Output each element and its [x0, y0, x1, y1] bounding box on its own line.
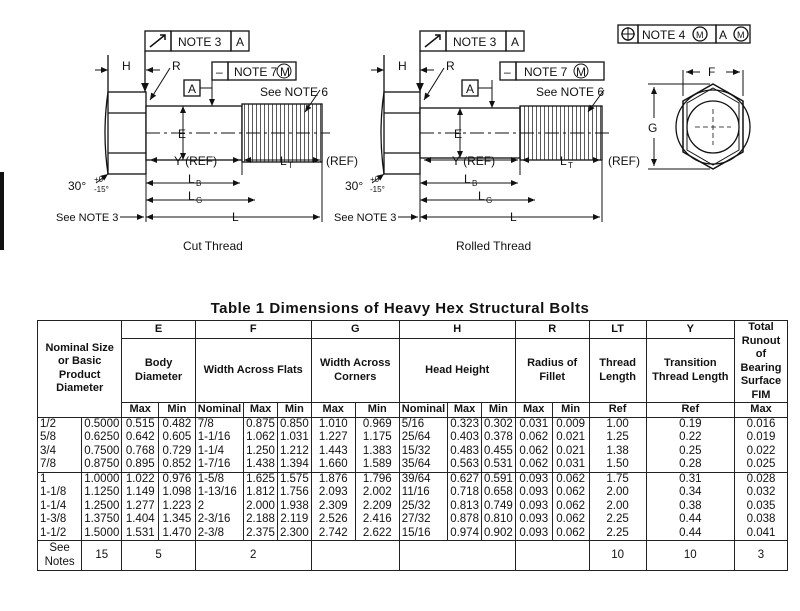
- datum-a: A: [466, 82, 475, 96]
- table-cell: 0.878: [448, 513, 482, 527]
- table-cell: 1.470: [159, 527, 196, 541]
- dim-r: R: [446, 59, 455, 73]
- table-cell: 11/16: [399, 486, 447, 500]
- table-cell: 1.5000: [82, 527, 122, 541]
- note4-mod: M: [696, 30, 704, 40]
- table-cell: 1-13/16: [195, 486, 243, 500]
- table-cell: 0.403: [448, 431, 482, 445]
- table-cell: 1.0000: [82, 472, 122, 486]
- table-cell: 0.062: [515, 431, 552, 445]
- table-cell: 5/16: [399, 417, 447, 431]
- see-note3: See NOTE 3: [334, 212, 397, 224]
- notes-g: [311, 541, 399, 571]
- note4-mod2: M: [737, 30, 745, 40]
- table-cell: 1-1/8: [38, 486, 82, 500]
- transition-length-header: Transition Thread Length: [646, 339, 734, 403]
- table-cell: 2.188: [244, 513, 278, 527]
- table-cell: 0.019: [735, 431, 788, 445]
- table-cell: 1.660: [311, 458, 355, 472]
- see-note3: See NOTE 3: [56, 212, 119, 224]
- table-cell: 0.031: [515, 417, 552, 431]
- table-cell: 0.093: [515, 527, 552, 541]
- notes-r: [515, 541, 589, 571]
- table-cell: 1.531: [122, 527, 159, 541]
- thread-length-header: Thread Length: [589, 339, 646, 403]
- table-cell: 2.25: [589, 527, 646, 541]
- table-cell: 39/64: [399, 472, 447, 486]
- table-cell: 2.375: [244, 527, 278, 541]
- note7-dash: –: [216, 65, 223, 79]
- dimensions-table: [37, 320, 788, 571]
- table-cell: 0.455: [481, 445, 515, 459]
- table-title: Table 1 Dimensions of Heavy Hex Structural Bolts: [210, 300, 590, 317]
- table-cell: 3/4: [38, 445, 82, 459]
- table-cell: 7/8: [195, 417, 243, 431]
- table-cell: 0.28: [646, 458, 734, 472]
- notes-e: 5: [122, 541, 195, 571]
- sub-header: Max: [311, 403, 355, 418]
- tol-plus: +0°: [94, 175, 107, 184]
- table-cell: 25/32: [399, 500, 447, 514]
- table-cell: 2-3/16: [195, 513, 243, 527]
- tol-minus: -15°: [370, 185, 385, 194]
- group-symbol-y: Y: [646, 321, 734, 339]
- table-cell: 0.974: [448, 527, 482, 541]
- sub-header: Nominal: [195, 403, 243, 418]
- nominal-size-header: Nominal Size or Basic Product Diameter: [38, 321, 122, 418]
- head-height-header: Head Height: [399, 339, 515, 403]
- table-cell: 1.25: [589, 431, 646, 445]
- sub-header: Min: [552, 403, 589, 418]
- table-cell: 2.300: [277, 527, 311, 541]
- table-cell: 0.378: [481, 431, 515, 445]
- table-cell: 15/16: [399, 527, 447, 541]
- table-cell: 0.902: [481, 527, 515, 541]
- dim-g: G: [648, 121, 658, 135]
- note3-label: NOTE 3: [178, 35, 222, 49]
- table-cell: 5/8: [38, 431, 82, 445]
- table-cell: 2.00: [589, 486, 646, 500]
- bolt-rolled-thread: [371, 31, 610, 222]
- table-cell: 1.00: [589, 417, 646, 431]
- table-cell: 7/8: [38, 458, 82, 472]
- table-cell: 0.969: [355, 417, 399, 431]
- table-cell: 0.591: [481, 472, 515, 486]
- table-cell: 0.483: [448, 445, 482, 459]
- table-cell: 0.718: [448, 486, 482, 500]
- table-cell: 0.062: [552, 513, 589, 527]
- see-note6: See NOTE 6: [536, 85, 605, 99]
- table-cell: 0.658: [481, 486, 515, 500]
- table-cell: 1.3750: [82, 513, 122, 527]
- table-cell: 0.022: [735, 445, 788, 459]
- notes-nominal: 15: [82, 541, 122, 571]
- table-cell: 0.852: [159, 458, 196, 472]
- table-cell: 0.062: [552, 527, 589, 541]
- table-cell: 0.642: [122, 431, 159, 445]
- table-cell: 0.976: [159, 472, 196, 486]
- table-cell: 1.031: [277, 431, 311, 445]
- table-cell: 0.021: [552, 431, 589, 445]
- sub-header: Ref: [646, 403, 734, 418]
- dim-lg: L: [478, 189, 485, 203]
- table-cell: 1.443: [311, 445, 355, 459]
- dim-f: F: [708, 65, 716, 79]
- dim-lt-sub: T: [568, 161, 573, 170]
- table-cell: 1.223: [159, 500, 196, 514]
- table-cell: 1.394: [277, 458, 311, 472]
- table-cell: 1.404: [122, 513, 159, 527]
- table-cell: 0.041: [735, 527, 788, 541]
- notes-label: See Notes: [38, 541, 82, 571]
- table-cell: 2.000: [244, 500, 278, 514]
- table-cell: 0.021: [552, 445, 589, 459]
- table-cell: 1.098: [159, 486, 196, 500]
- table-cell: 0.38: [646, 500, 734, 514]
- table-cell: 0.25: [646, 445, 734, 459]
- radius-fillet-header: Radius of Fillet: [515, 339, 589, 403]
- table-cell: 1-1/4: [195, 445, 243, 459]
- table-cell: 0.093: [515, 472, 552, 486]
- table-row: [38, 431, 788, 445]
- sub-header: Min: [277, 403, 311, 418]
- group-symbol-f: F: [195, 321, 311, 339]
- table-cell: 1.575: [277, 472, 311, 486]
- table-cell: 1.149: [122, 486, 159, 500]
- table-cell: 1.876: [311, 472, 355, 486]
- table-cell: 0.032: [735, 486, 788, 500]
- table-cell: 0.031: [552, 458, 589, 472]
- datum-a: A: [188, 82, 197, 96]
- table-cell: 0.813: [448, 500, 482, 514]
- note7-label: NOTE 7: [234, 65, 278, 79]
- table-cell: 0.44: [646, 513, 734, 527]
- sub-header: Min: [481, 403, 515, 418]
- dim-lb: L: [188, 172, 195, 186]
- group-symbol-e: E: [122, 321, 195, 339]
- table-cell: 0.062: [515, 458, 552, 472]
- table-cell: 35/64: [399, 458, 447, 472]
- table-cell: 1.1250: [82, 486, 122, 500]
- table-cell: 1.250: [244, 445, 278, 459]
- runout-header: Total Runout of Bearing Surface FIM: [735, 321, 788, 403]
- table-cell: 1-1/16: [195, 431, 243, 445]
- table-cell: 27/32: [399, 513, 447, 527]
- dim-r: R: [172, 59, 181, 73]
- table-cell: 0.7500: [82, 445, 122, 459]
- table-cell: 2.742: [311, 527, 355, 541]
- table-cell: 0.875: [244, 417, 278, 431]
- sub-header: Max: [244, 403, 278, 418]
- table-cell: 1.010: [311, 417, 355, 431]
- table-cell: 25/64: [399, 431, 447, 445]
- table-cell: 2.002: [355, 486, 399, 500]
- dim-ref: (REF): [608, 154, 640, 168]
- table-cell: 0.44: [646, 527, 734, 541]
- table-cell: 1.022: [122, 472, 159, 486]
- note7-mod: M: [280, 65, 290, 79]
- table-cell: 0.025: [735, 458, 788, 472]
- table-cell: 1.796: [355, 472, 399, 486]
- note4-datum: A: [719, 28, 728, 42]
- table-cell: 1/2: [38, 417, 82, 431]
- table-cell: 0.22: [646, 431, 734, 445]
- table-cell: 2.526: [311, 513, 355, 527]
- table-row: [38, 445, 788, 459]
- table-cell: 1-3/8: [38, 513, 82, 527]
- table-cell: 1.812: [244, 486, 278, 500]
- dim-lt: L: [280, 154, 287, 168]
- sub-header: Max: [515, 403, 552, 418]
- notes-y: 10: [646, 541, 734, 571]
- hex-end-view: [618, 25, 750, 169]
- table-row: [38, 513, 788, 527]
- table-row: [38, 527, 788, 541]
- notes-runout: 3: [735, 541, 788, 571]
- table-cell: 1.938: [277, 500, 311, 514]
- table-cell: 0.895: [122, 458, 159, 472]
- caption-rolled-thread: Rolled Thread: [456, 239, 532, 253]
- table-cell: 0.563: [448, 458, 482, 472]
- table-cell: 0.028: [735, 472, 788, 486]
- table-row: [38, 500, 788, 514]
- dim-lb: L: [464, 172, 471, 186]
- width-corners-header: Width Across Corners: [311, 339, 399, 403]
- sub-header: Min: [355, 403, 399, 418]
- table-cell: 1.277: [122, 500, 159, 514]
- table-cell: 0.302: [481, 417, 515, 431]
- table-cell: 2.119: [277, 513, 311, 527]
- dim-lb-sub: B: [196, 179, 202, 188]
- table-row: [38, 486, 788, 500]
- table-cell: 2.309: [311, 500, 355, 514]
- table-cell: 0.729: [159, 445, 196, 459]
- note7-mod: M: [576, 65, 586, 79]
- table-cell: 0.850: [277, 417, 311, 431]
- width-flats-header: Width Across Flats: [195, 339, 311, 403]
- dim-y: Y (REF): [174, 154, 218, 168]
- dim-h: H: [122, 59, 131, 73]
- table-cell: 0.6250: [82, 431, 122, 445]
- dim-ref: (REF): [326, 154, 358, 168]
- sub-header: Ref: [589, 403, 646, 418]
- dim-e: E: [454, 127, 463, 141]
- svg-text:–: –: [504, 65, 511, 79]
- table-cell: 0.768: [122, 445, 159, 459]
- table-cell: 0.062: [515, 445, 552, 459]
- table-cell: 0.8750: [82, 458, 122, 472]
- table-cell: 1.062: [244, 431, 278, 445]
- table-cell: 0.5000: [82, 417, 122, 431]
- sub-header: Nominal: [399, 403, 447, 418]
- sub-header: Min: [159, 403, 196, 418]
- table-cell: 1.50: [589, 458, 646, 472]
- table-cell: 2: [195, 500, 243, 514]
- note7-label: NOTE 7: [524, 65, 568, 79]
- dim-lg-sub: G: [486, 196, 493, 205]
- sub-header: Max: [735, 403, 788, 418]
- table-cell: 0.062: [552, 472, 589, 486]
- tol-plus: +0°: [370, 175, 383, 184]
- table-cell: 1-1/2: [38, 527, 82, 541]
- table-cell: 1.227: [311, 431, 355, 445]
- table-cell: 2.25: [589, 513, 646, 527]
- table-cell: 1.175: [355, 431, 399, 445]
- table-cell: 0.323: [448, 417, 482, 431]
- body-diameter-header: Body Diameter: [122, 339, 195, 403]
- dim-lt-sub: T: [288, 161, 293, 170]
- table-cell: 2.209: [355, 500, 399, 514]
- group-symbol-lt: LT: [589, 321, 646, 339]
- table-cell: 1.38: [589, 445, 646, 459]
- dim-y: Y (REF): [452, 154, 496, 168]
- table-cell: 15/32: [399, 445, 447, 459]
- table-cell: 2-3/8: [195, 527, 243, 541]
- table-cell: 1.345: [159, 513, 196, 527]
- dim-e: E: [178, 127, 187, 141]
- group-symbol-g: G: [311, 321, 399, 339]
- notes-h: [399, 541, 515, 571]
- dim-lg-sub: G: [196, 196, 203, 205]
- sub-header: Max: [448, 403, 482, 418]
- see-note6: See NOTE 6: [260, 85, 329, 99]
- dim-h: H: [398, 59, 407, 73]
- table-cell: 0.749: [481, 500, 515, 514]
- notes-f: 2: [195, 541, 311, 571]
- table-cell: 2.416: [355, 513, 399, 527]
- dim-l: L: [510, 210, 517, 224]
- table-cell: 0.093: [515, 513, 552, 527]
- table-cell: 1.75: [589, 472, 646, 486]
- table-cell: 1.438: [244, 458, 278, 472]
- table-cell: 0.093: [515, 500, 552, 514]
- tol-minus: -15°: [94, 185, 109, 194]
- notes-lt: 10: [589, 541, 646, 571]
- dim-lt: L: [560, 154, 567, 168]
- table-cell: 0.062: [552, 500, 589, 514]
- table-cell: 1-5/8: [195, 472, 243, 486]
- dim-l: L: [232, 210, 239, 224]
- note3-label: NOTE 3: [453, 35, 497, 49]
- dim-lg: L: [188, 189, 195, 203]
- note3-ref: A: [511, 35, 520, 49]
- table-cell: 2.00: [589, 500, 646, 514]
- note4-label: NOTE 4: [642, 28, 686, 42]
- table-cell: 0.038: [735, 513, 788, 527]
- table-cell: 0.515: [122, 417, 159, 431]
- table-cell: 0.062: [552, 486, 589, 500]
- table-cell: 0.016: [735, 417, 788, 431]
- table-cell: 1.756: [277, 486, 311, 500]
- table-cell: 0.482: [159, 417, 196, 431]
- sub-header: Max: [122, 403, 159, 418]
- table-row: [38, 417, 788, 431]
- note3-ref: A: [236, 35, 245, 49]
- dim-lb-sub: B: [472, 179, 478, 188]
- group-symbol-r: R: [515, 321, 589, 339]
- angle: 30°: [345, 179, 364, 193]
- table-cell: 1.625: [244, 472, 278, 486]
- caption-cut-thread: Cut Thread: [183, 239, 243, 253]
- table-cell: 0.531: [481, 458, 515, 472]
- table-cell: 0.035: [735, 500, 788, 514]
- table-cell: 0.009: [552, 417, 589, 431]
- table-cell: 2.622: [355, 527, 399, 541]
- bolt-drawings: [0, 0, 800, 300]
- table-cell: 0.093: [515, 486, 552, 500]
- table-cell: 1.212: [277, 445, 311, 459]
- group-symbol-h: H: [399, 321, 515, 339]
- table-cell: 0.31: [646, 472, 734, 486]
- table-row: [38, 472, 788, 486]
- table-cell: 1.589: [355, 458, 399, 472]
- table-cell: 1.2500: [82, 500, 122, 514]
- table-row: [38, 458, 788, 472]
- angle: 30°: [68, 179, 87, 193]
- table-cell: 0.34: [646, 486, 734, 500]
- table-cell: 1: [38, 472, 82, 486]
- table-cell: 2.093: [311, 486, 355, 500]
- table-cell: 1-1/4: [38, 500, 82, 514]
- table-cell: 0.19: [646, 417, 734, 431]
- table-cell: 0.627: [448, 472, 482, 486]
- table-cell: 1-7/16: [195, 458, 243, 472]
- table-cell: 0.605: [159, 431, 196, 445]
- table-cell: 0.810: [481, 513, 515, 527]
- table-cell: 1.383: [355, 445, 399, 459]
